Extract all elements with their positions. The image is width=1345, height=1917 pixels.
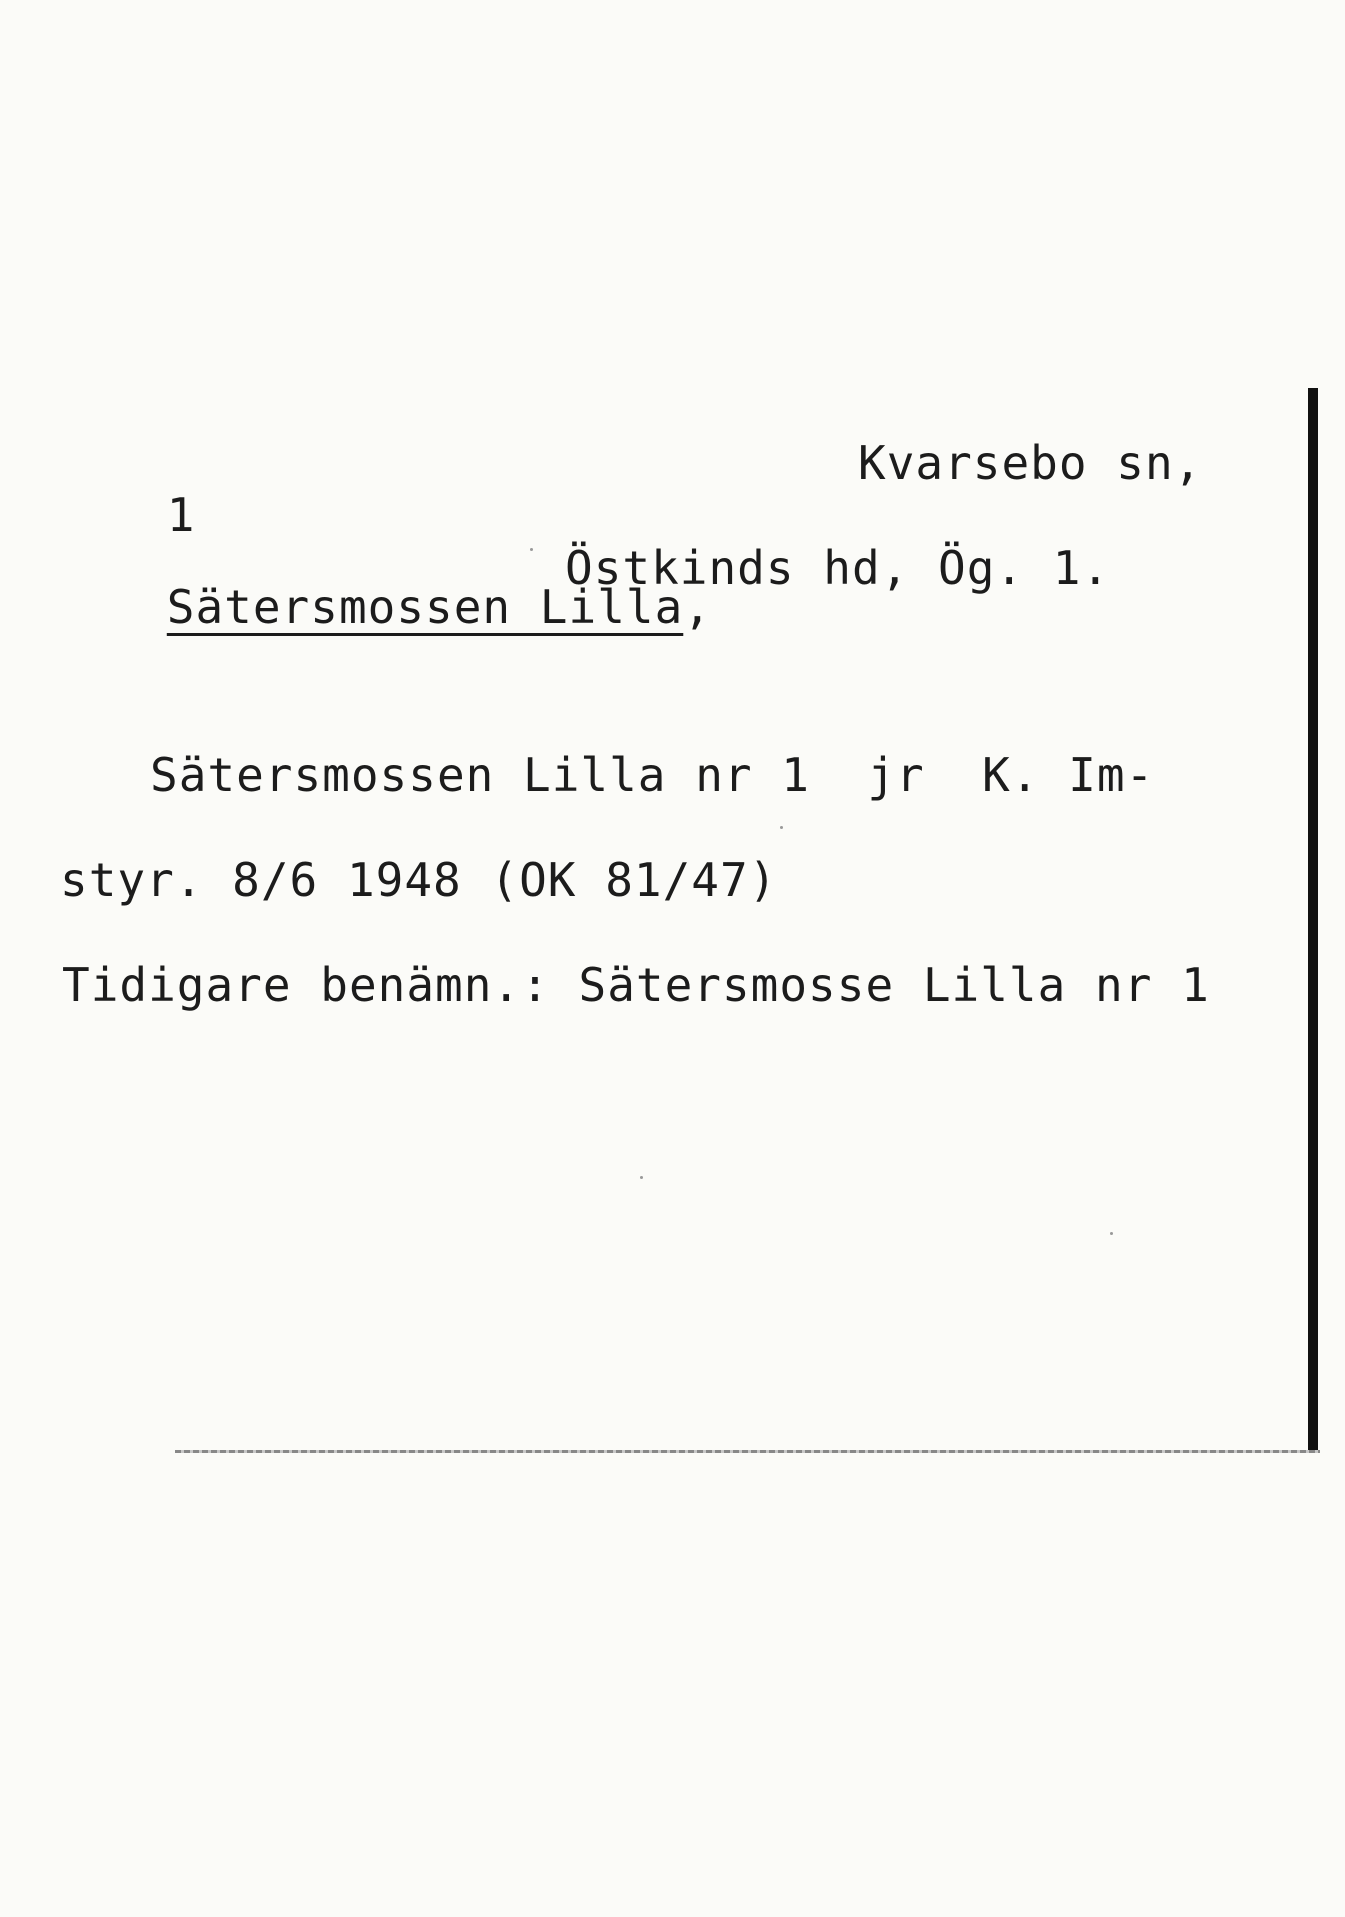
card-title: Sätersmossen Lilla [166, 580, 684, 634]
parish-label: Kvarsebo sn, [858, 436, 1203, 490]
body-line-3: Tidigare benämn.: Sätersmosse Lilla nr 1 [62, 958, 1210, 1012]
district-label: Östkinds hd, Ög. 1. [565, 541, 1111, 595]
ink-speck [530, 548, 533, 551]
card-title-punct: , [683, 580, 712, 634]
body-line-1: Sätersmossen Lilla nr 1 jr K. Im- [150, 748, 1155, 802]
ink-speck [780, 826, 783, 829]
ink-speck [640, 1176, 643, 1179]
card-number: 1 [166, 488, 196, 542]
card-bottom-border [175, 1450, 1320, 1453]
ink-speck [1110, 1232, 1113, 1235]
body-line-2: styr. 8/6 1948 (OK 81/47) [60, 853, 778, 907]
card-right-border [1308, 388, 1318, 1450]
